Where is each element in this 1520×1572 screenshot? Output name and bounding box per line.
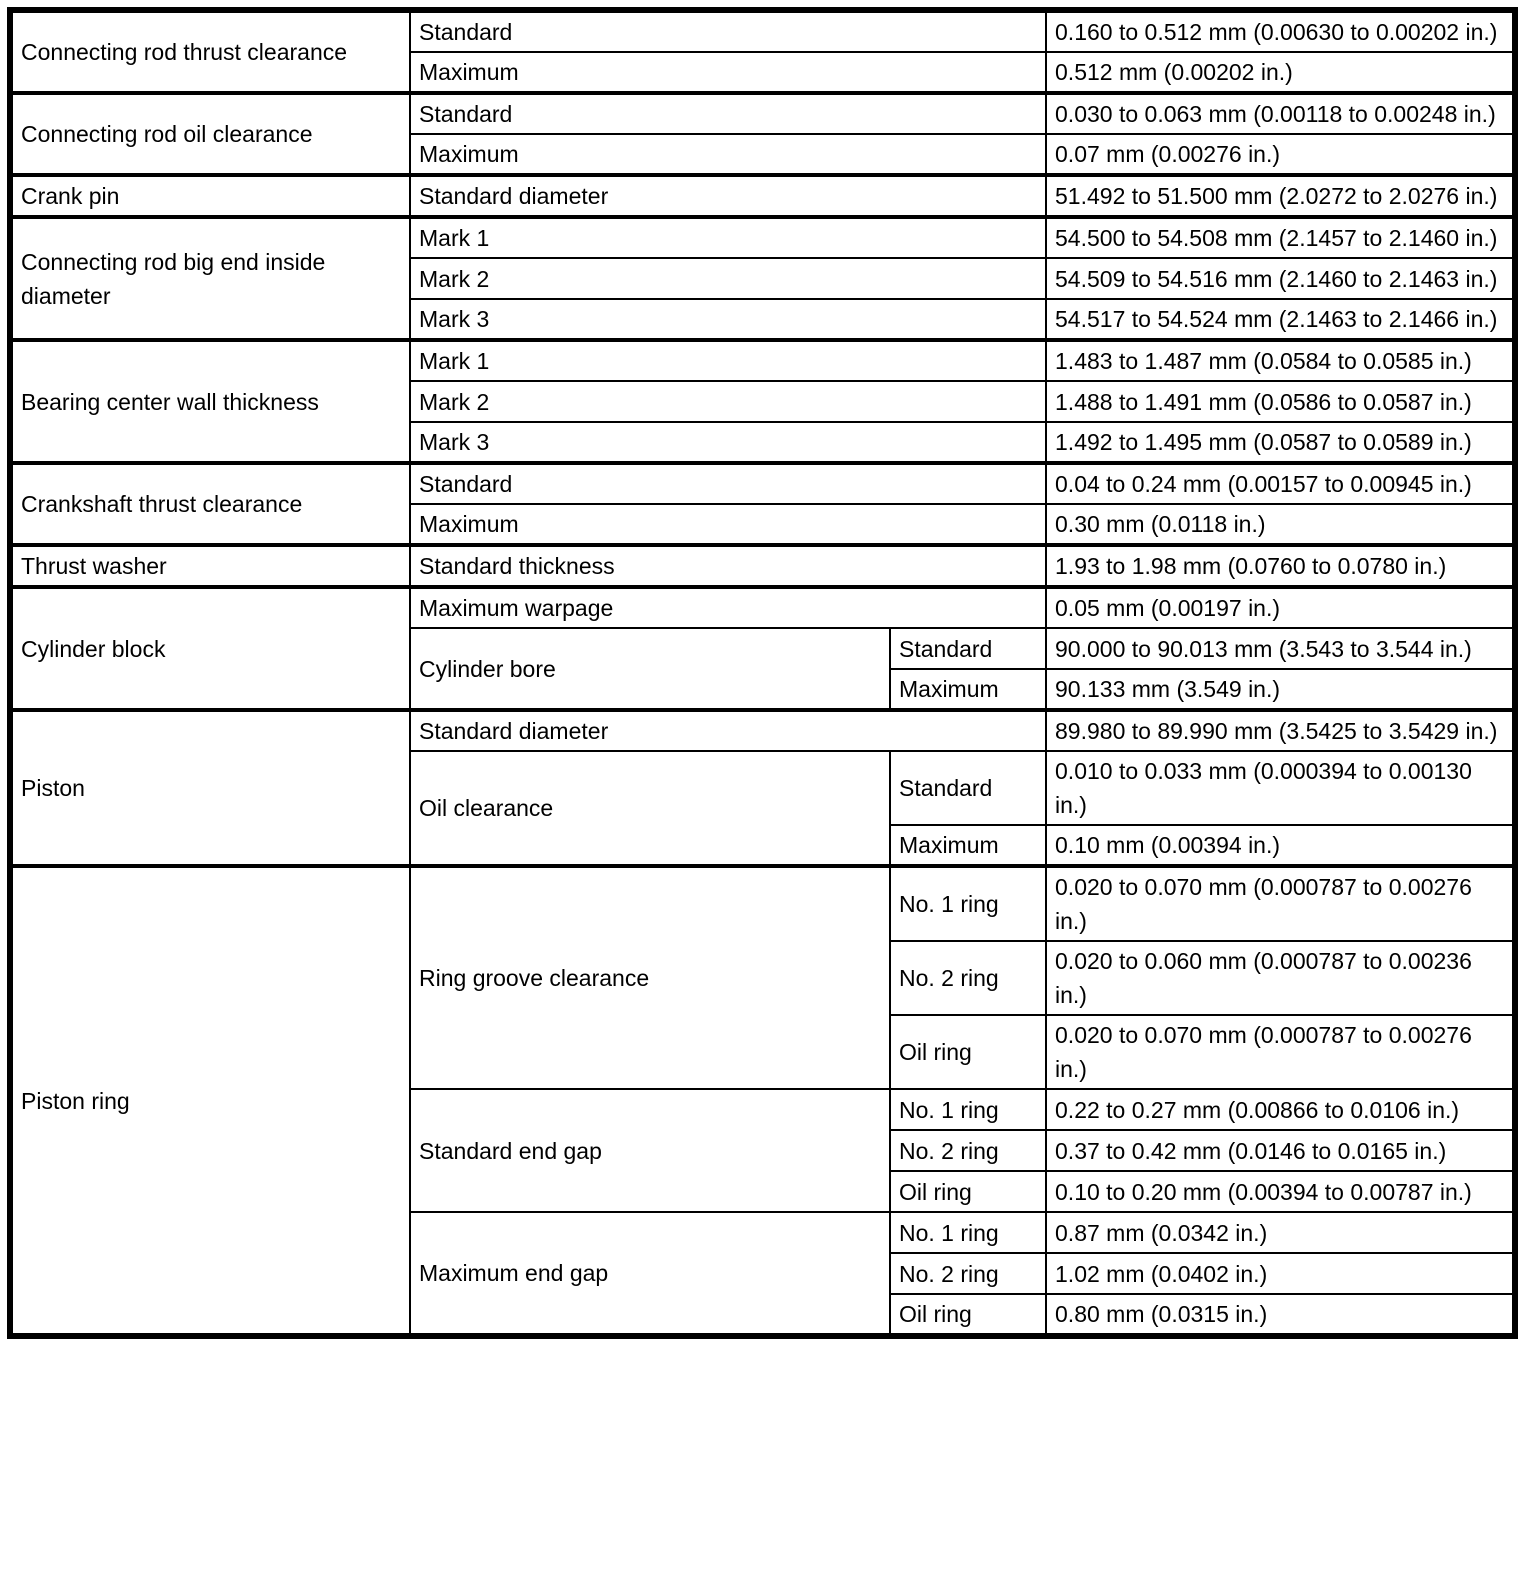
value-cell: 0.87 mm (0.0342 in.) xyxy=(1046,1212,1515,1253)
spec-cell: Mark 2 xyxy=(410,381,1046,422)
spec-cell: Standard xyxy=(410,93,1046,134)
table-row xyxy=(10,463,1515,504)
value-cell: 54.509 to 54.516 mm (2.1460 to 2.1463 in.) xyxy=(1046,258,1515,299)
condition-cell: Oil ring xyxy=(890,1171,1046,1212)
spec-cell: Mark 1 xyxy=(410,340,1046,381)
value-cell: 51.492 to 51.500 mm (2.0272 to 2.0276 in.) xyxy=(1046,175,1515,217)
engine-spec-table xyxy=(7,7,1518,1339)
spec-cell: Mark 2 xyxy=(410,258,1046,299)
value-cell: 0.010 to 0.033 mm (0.000394 to 0.00130 in.) xyxy=(1046,751,1515,825)
spec-cell: Standard thickness xyxy=(410,545,1046,587)
component-cell: Bearing center wall thickness xyxy=(10,340,410,463)
spec-cell: Cylinder bore xyxy=(410,628,890,710)
value-cell: 0.160 to 0.512 mm (0.00630 to 0.00202 in.) xyxy=(1046,10,1515,52)
value-cell: 0.10 to 0.20 mm (0.00394 to 0.00787 in.) xyxy=(1046,1171,1515,1212)
value-cell: 54.500 to 54.508 mm (2.1457 to 2.1460 in.) xyxy=(1046,217,1515,258)
spec-cell: Maximum warpage xyxy=(410,587,1046,628)
value-cell: 0.020 to 0.070 mm (0.000787 to 0.00276 in.) xyxy=(1046,1015,1515,1089)
table-row xyxy=(10,175,1515,217)
value-cell: 0.020 to 0.060 mm (0.000787 to 0.00236 in.) xyxy=(1046,941,1515,1015)
component-cell: Connecting rod big end inside diameter xyxy=(10,217,410,340)
value-cell: 90.133 mm (3.549 in.) xyxy=(1046,669,1515,710)
value-cell: 1.02 mm (0.0402 in.) xyxy=(1046,1253,1515,1294)
condition-cell: No. 2 ring xyxy=(890,1130,1046,1171)
table-row xyxy=(10,545,1515,587)
condition-cell: No. 1 ring xyxy=(890,1089,1046,1130)
value-cell: 0.020 to 0.070 mm (0.000787 to 0.00276 in.) xyxy=(1046,866,1515,941)
value-cell: 0.512 mm (0.00202 in.) xyxy=(1046,52,1515,93)
condition-cell: Maximum xyxy=(890,669,1046,710)
component-cell: Thrust washer xyxy=(10,545,410,587)
value-cell: 1.488 to 1.491 mm (0.0586 to 0.0587 in.) xyxy=(1046,381,1515,422)
condition-cell: Oil ring xyxy=(890,1294,1046,1336)
condition-cell: No. 2 ring xyxy=(890,1253,1046,1294)
spec-cell: Standard diameter xyxy=(410,175,1046,217)
value-cell: 90.000 to 90.013 mm (3.543 to 3.544 in.) xyxy=(1046,628,1515,669)
spec-cell: Standard diameter xyxy=(410,710,1046,751)
component-cell: Piston xyxy=(10,710,410,866)
spec-cell: Maximum xyxy=(410,504,1046,545)
value-cell: 0.37 to 0.42 mm (0.0146 to 0.0165 in.) xyxy=(1046,1130,1515,1171)
value-cell: 0.30 mm (0.0118 in.) xyxy=(1046,504,1515,545)
component-cell: Piston ring xyxy=(10,866,410,1336)
condition-cell: Oil ring xyxy=(890,1015,1046,1089)
value-cell: 54.517 to 54.524 mm (2.1463 to 2.1466 in.) xyxy=(1046,299,1515,340)
value-cell: 0.07 mm (0.00276 in.) xyxy=(1046,134,1515,175)
value-cell: 0.10 mm (0.00394 in.) xyxy=(1046,825,1515,866)
spec-cell: Standard xyxy=(410,10,1046,52)
table-row xyxy=(10,217,1515,258)
spec-cell: Maximum xyxy=(410,134,1046,175)
table-row xyxy=(10,93,1515,134)
value-cell: 1.492 to 1.495 mm (0.0587 to 0.0589 in.) xyxy=(1046,422,1515,463)
condition-cell: No. 1 ring xyxy=(890,866,1046,941)
spec-cell: Oil clearance xyxy=(410,751,890,866)
value-cell: 0.05 mm (0.00197 in.) xyxy=(1046,587,1515,628)
table-row xyxy=(10,340,1515,381)
condition-cell: Maximum xyxy=(890,825,1046,866)
spec-cell: Standard end gap xyxy=(410,1089,890,1212)
spec-cell: Mark 3 xyxy=(410,422,1046,463)
spec-cell: Ring groove clearance xyxy=(410,866,890,1089)
spec-table-body xyxy=(10,10,1515,1336)
spec-cell: Standard xyxy=(410,463,1046,504)
table-row xyxy=(10,866,1515,941)
condition-cell: No. 1 ring xyxy=(890,1212,1046,1253)
spec-cell: Maximum xyxy=(410,52,1046,93)
table-row xyxy=(10,587,1515,628)
value-cell: 0.80 mm (0.0315 in.) xyxy=(1046,1294,1515,1336)
component-cell: Crank pin xyxy=(10,175,410,217)
value-cell: 1.93 to 1.98 mm (0.0760 to 0.0780 in.) xyxy=(1046,545,1515,587)
value-cell: 1.483 to 1.487 mm (0.0584 to 0.0585 in.) xyxy=(1046,340,1515,381)
value-cell: 0.030 to 0.063 mm (0.00118 to 0.00248 in.) xyxy=(1046,93,1515,134)
condition-cell: Standard xyxy=(890,751,1046,825)
component-cell: Crankshaft thrust clearance xyxy=(10,463,410,545)
value-cell: 89.980 to 89.990 mm (3.5425 to 3.5429 in.) xyxy=(1046,710,1515,751)
value-cell: 0.22 to 0.27 mm (0.00866 to 0.0106 in.) xyxy=(1046,1089,1515,1130)
component-cell: Connecting rod oil clearance xyxy=(10,93,410,175)
table-row xyxy=(10,10,1515,52)
component-cell: Cylinder block xyxy=(10,587,410,710)
condition-cell: No. 2 ring xyxy=(890,941,1046,1015)
value-cell: 0.04 to 0.24 mm (0.00157 to 0.00945 in.) xyxy=(1046,463,1515,504)
condition-cell: Standard xyxy=(890,628,1046,669)
spec-cell: Maximum end gap xyxy=(410,1212,890,1336)
table-row xyxy=(10,710,1515,751)
component-cell: Connecting rod thrust clearance xyxy=(10,10,410,93)
spec-cell: Mark 1 xyxy=(410,217,1046,258)
spec-cell: Mark 3 xyxy=(410,299,1046,340)
